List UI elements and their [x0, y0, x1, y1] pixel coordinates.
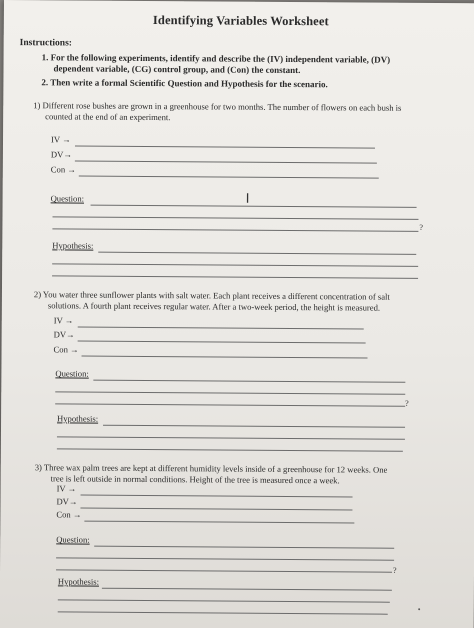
- exp3-hypothesis-line-2[interactable]: [58, 599, 390, 602]
- exp3-iv-label: IV →: [56, 483, 77, 494]
- exp2-con-label: Con →: [53, 344, 79, 355]
- exp3-question-line-1[interactable]: [94, 546, 394, 549]
- exp2-dv-label: DV→: [53, 329, 75, 340]
- instructions-heading: Instructions:: [19, 38, 72, 49]
- exp3-con-answer-line[interactable]: [84, 521, 354, 524]
- exp3-dv-answer-line[interactable]: [80, 508, 352, 511]
- exp1-dv-label: DV→: [50, 149, 72, 160]
- exp1-question-label: Question:: [50, 193, 85, 204]
- experiment-2-line-1: 2) You water three sunflower plants with salt water. Each plant receives a different concentration of salt: [33, 289, 390, 302]
- exp2-dv-answer-line[interactable]: [78, 341, 366, 344]
- exp1-question-line-3[interactable]: [52, 228, 418, 232]
- instruction-2: 2. Then write a formal Scientific Question and Hypothesis for the scenario.: [41, 77, 328, 90]
- exp3-dv-label: DV→: [56, 496, 78, 507]
- experiment-1-line-1: 1) Different rose bushes are grown in a greenhouse for two months. The number of flowers on each bush is: [33, 100, 402, 113]
- exp2-iv-answer-line[interactable]: [78, 327, 364, 330]
- instruction-1-line-2: dependent variable, (CG) control group, and (Con) the constant.: [53, 63, 301, 76]
- page-corner-mark: •: [417, 604, 421, 614]
- exp2-question-line-3[interactable]: [55, 403, 405, 406]
- exp1-con-answer-line[interactable]: [79, 176, 379, 179]
- exp1-iv-label: IV →: [50, 134, 71, 145]
- experiment-2-line-2: solutions. A fourth plant receives regular water. After a two-week period, the height is measured.: [47, 300, 381, 313]
- exp1-question-mark: ?: [419, 222, 424, 232]
- worksheet-title: Identifying Variables Worksheet: [152, 13, 329, 29]
- exp1-hypothesis-line-1[interactable]: [98, 252, 416, 255]
- exp2-hypothesis-label: Hypothesis:: [57, 413, 99, 424]
- exp2-iv-label: IV →: [53, 315, 74, 326]
- exp2-hypothesis-line-1[interactable]: [103, 425, 405, 428]
- experiment-3-line-1: 3) Three wax palm trees are kept at different humidity levels inside of a greenhouse for 12 weeks. One: [34, 462, 388, 475]
- text-cursor-icon: I: [245, 191, 250, 207]
- exp1-question-line-1[interactable]: [91, 205, 417, 208]
- exp1-hypothesis-line-3[interactable]: [52, 275, 418, 279]
- exp2-question-line-2[interactable]: [55, 391, 405, 394]
- exp3-con-label: Con →: [56, 509, 82, 520]
- exp2-con-answer-line[interactable]: [82, 356, 368, 359]
- exp3-hypothesis-line-3[interactable]: [58, 611, 388, 614]
- exp3-iv-answer-line[interactable]: [81, 495, 353, 498]
- exp2-question-mark: ?: [405, 398, 409, 408]
- exp1-hypothesis-line-2[interactable]: [52, 263, 418, 267]
- exp3-hypothesis-label: Hypothesis:: [57, 576, 100, 587]
- exp3-question-mark: ?: [392, 565, 397, 575]
- exp3-question-line-3[interactable]: [56, 569, 392, 572]
- experiment-1-line-2: counted at the end of an experiment.: [45, 111, 171, 123]
- exp1-iv-answer-line[interactable]: [75, 145, 375, 148]
- exp1-con-label: Con →: [50, 164, 76, 175]
- exp2-hypothesis-line-3[interactable]: [57, 448, 403, 451]
- exp2-hypothesis-line-2[interactable]: [57, 436, 405, 439]
- exp3-question-label: Question:: [56, 534, 90, 545]
- exp1-dv-answer-line[interactable]: [75, 160, 377, 163]
- exp3-question-line-2[interactable]: [56, 557, 394, 560]
- instruction-1-line-1: 1. For the following experiments, identify and describe the (IV) independent variable, (DV): [41, 52, 391, 65]
- experiment-3-line-2: tree is left outside in normal conditions. Height of the tree is measured once a week.: [50, 473, 340, 486]
- exp3-hypothesis-line-1[interactable]: [102, 588, 392, 591]
- exp1-question-line-2[interactable]: [52, 216, 418, 220]
- exp2-question-line-1[interactable]: [93, 380, 405, 383]
- exp1-hypothesis-label: Hypothesis:: [52, 240, 94, 251]
- exp2-question-label: Question:: [55, 368, 89, 379]
